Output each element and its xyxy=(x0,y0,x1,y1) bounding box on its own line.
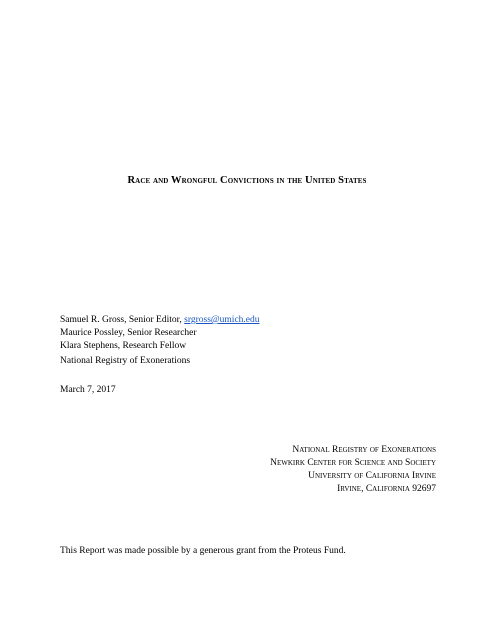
author-name-role: Samuel R. Gross, Senior Editor, xyxy=(60,315,185,325)
organization-name: National Registry of Exonerations xyxy=(60,356,191,366)
author-list xyxy=(60,314,260,353)
author-line: Maurice Possley, Senior Researcher xyxy=(60,328,197,338)
report-title: Race and Wrongful Convictions in the United States xyxy=(127,175,367,186)
address-line: National Registry of Exonerations xyxy=(292,445,436,455)
address-block xyxy=(270,444,436,496)
address-line: University of California Irvine xyxy=(308,471,436,481)
author-email-link[interactable]: srgross@umich.edu xyxy=(184,315,260,325)
address-line: Irvine, California 92697 xyxy=(337,484,436,494)
report-date: March 7, 2017 xyxy=(60,385,116,395)
author-line xyxy=(60,314,260,327)
funding-note: This Report was made possible by a generous grant from the Proteus Fund. xyxy=(60,546,346,556)
author-line: Klara Stephens, Research Fellow xyxy=(60,341,187,351)
address-line: Newkirk Center for Science and Society xyxy=(270,458,436,468)
